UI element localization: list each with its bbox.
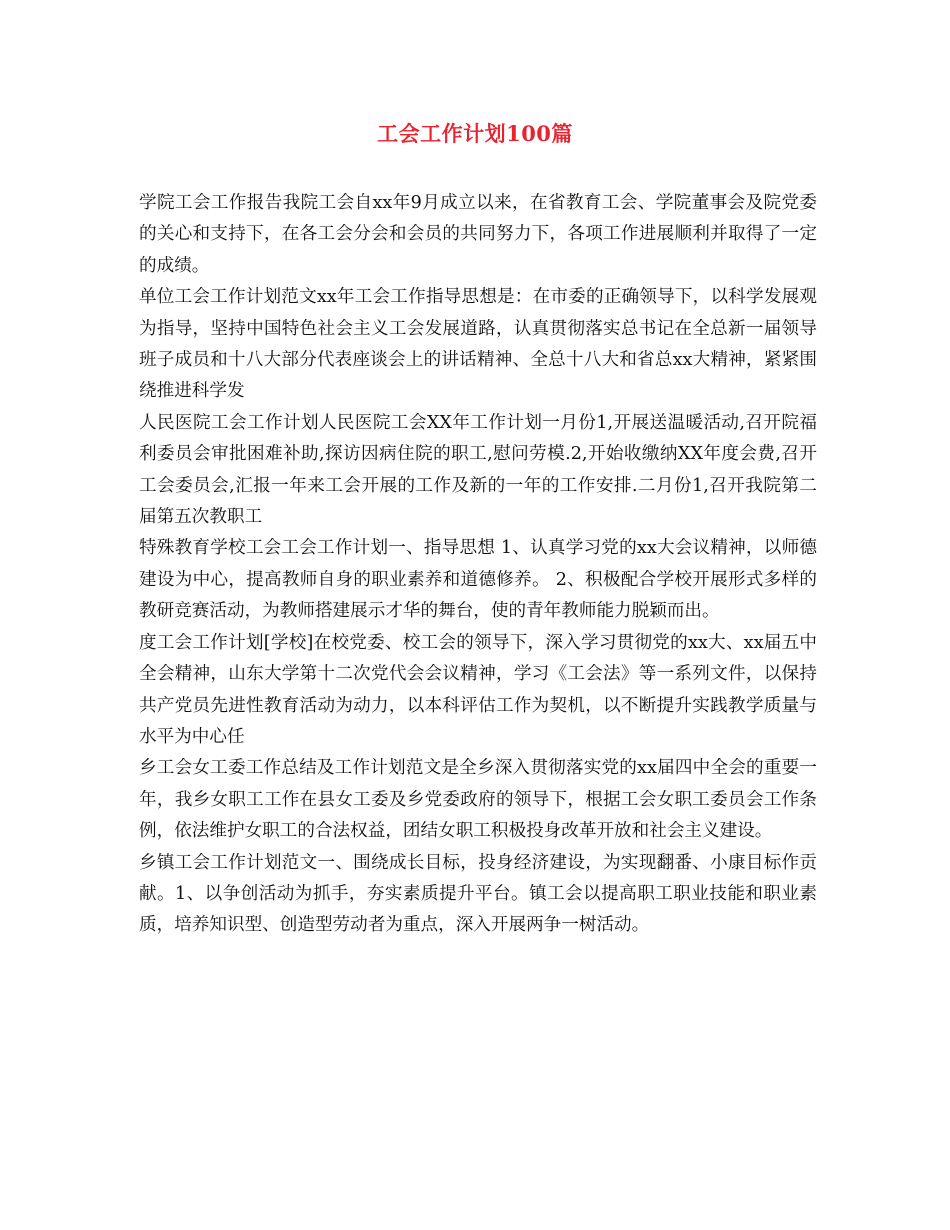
paragraph: 单位工会工作计划范文xx年工会工作指导思想是：在市委的正确领导下，以科学发展观为指导，坚持中国特色社会主义工会发展道路，认真贯彻落实总书记在全总新一届领导班子成员和十八大部分代表座谈会上的讲话精神、全总十八大和省总xx大精神，紧紧围绕推进科学发 [139, 287, 817, 402]
paragraph: 特殊教育学校工会工会工作计划一、指导思想 1、认真学习党的xx大会议精神，以师德建设为中心，提高教师自身的职业素养和道德修养。 2、积极配合学校开展形式多样的教研竞赛活动，为教师搭建展示才华的舞台，使的青年教师能力脱颖而出。 [139, 538, 817, 622]
document-body [139, 188, 817, 942]
paragraph: 学院工会工作报告我院工会自xx年9月成立以来，在省教育工会、学院董事会及院党委的关心和支持下，在各工会分会和会员的共同努力下，各项工作进展顺利并取得了一定的成绩。 [139, 193, 817, 276]
paragraph: 乡工会女工委工作总结及工作计划范文是全乡深入贯彻落实党的xx届四中全会的重要一年，我乡女职工工作在县女工委及乡党委政府的领导下，根据工会女职工委员会工作条例，依法维护女职工的合法权益，团结女职工积极投身改革开放和社会主义建设。 [139, 758, 817, 842]
document-title: 工会工作计划100篇 [377, 121, 573, 146]
paragraph: 乡镇工会工作计划范文一、围绕成长目标，投身经济建设，为实现翻番、小康目标作贡献。1、以争创活动为抓手，夯实素质提升平台。镇工会以提高职工职业技能和职业素质，培养知识型、创造型劳动者为重点，深入开展两争一树活动。 [139, 852, 817, 936]
paragraph: 度工会工作计划[学校]在校党委、校工会的领导下，深入学习贯彻党的xx大、xx届五中全会精神，山东大学第十二次党代会会议精神，学习《工会法》等一系列文件，以保持共产党员先进性教育活动为动力，以本科评估工作为契机，以不断提升实践教学质量与水平为中心任 [139, 632, 817, 747]
paragraph: 人民医院工会工作计划人民医院工会XX年工作计划一月份1,开展送温暖活动,召开院福利委员会审批困难补助,探访因病住院的职工,慰问劳模.2,开始收缴纳XX年度会费,召开工会委员会,汇报一年来工会开展的工作及新的一年的工作安排.二月份1,召开我院第二届第五次教职工 [139, 412, 817, 528]
